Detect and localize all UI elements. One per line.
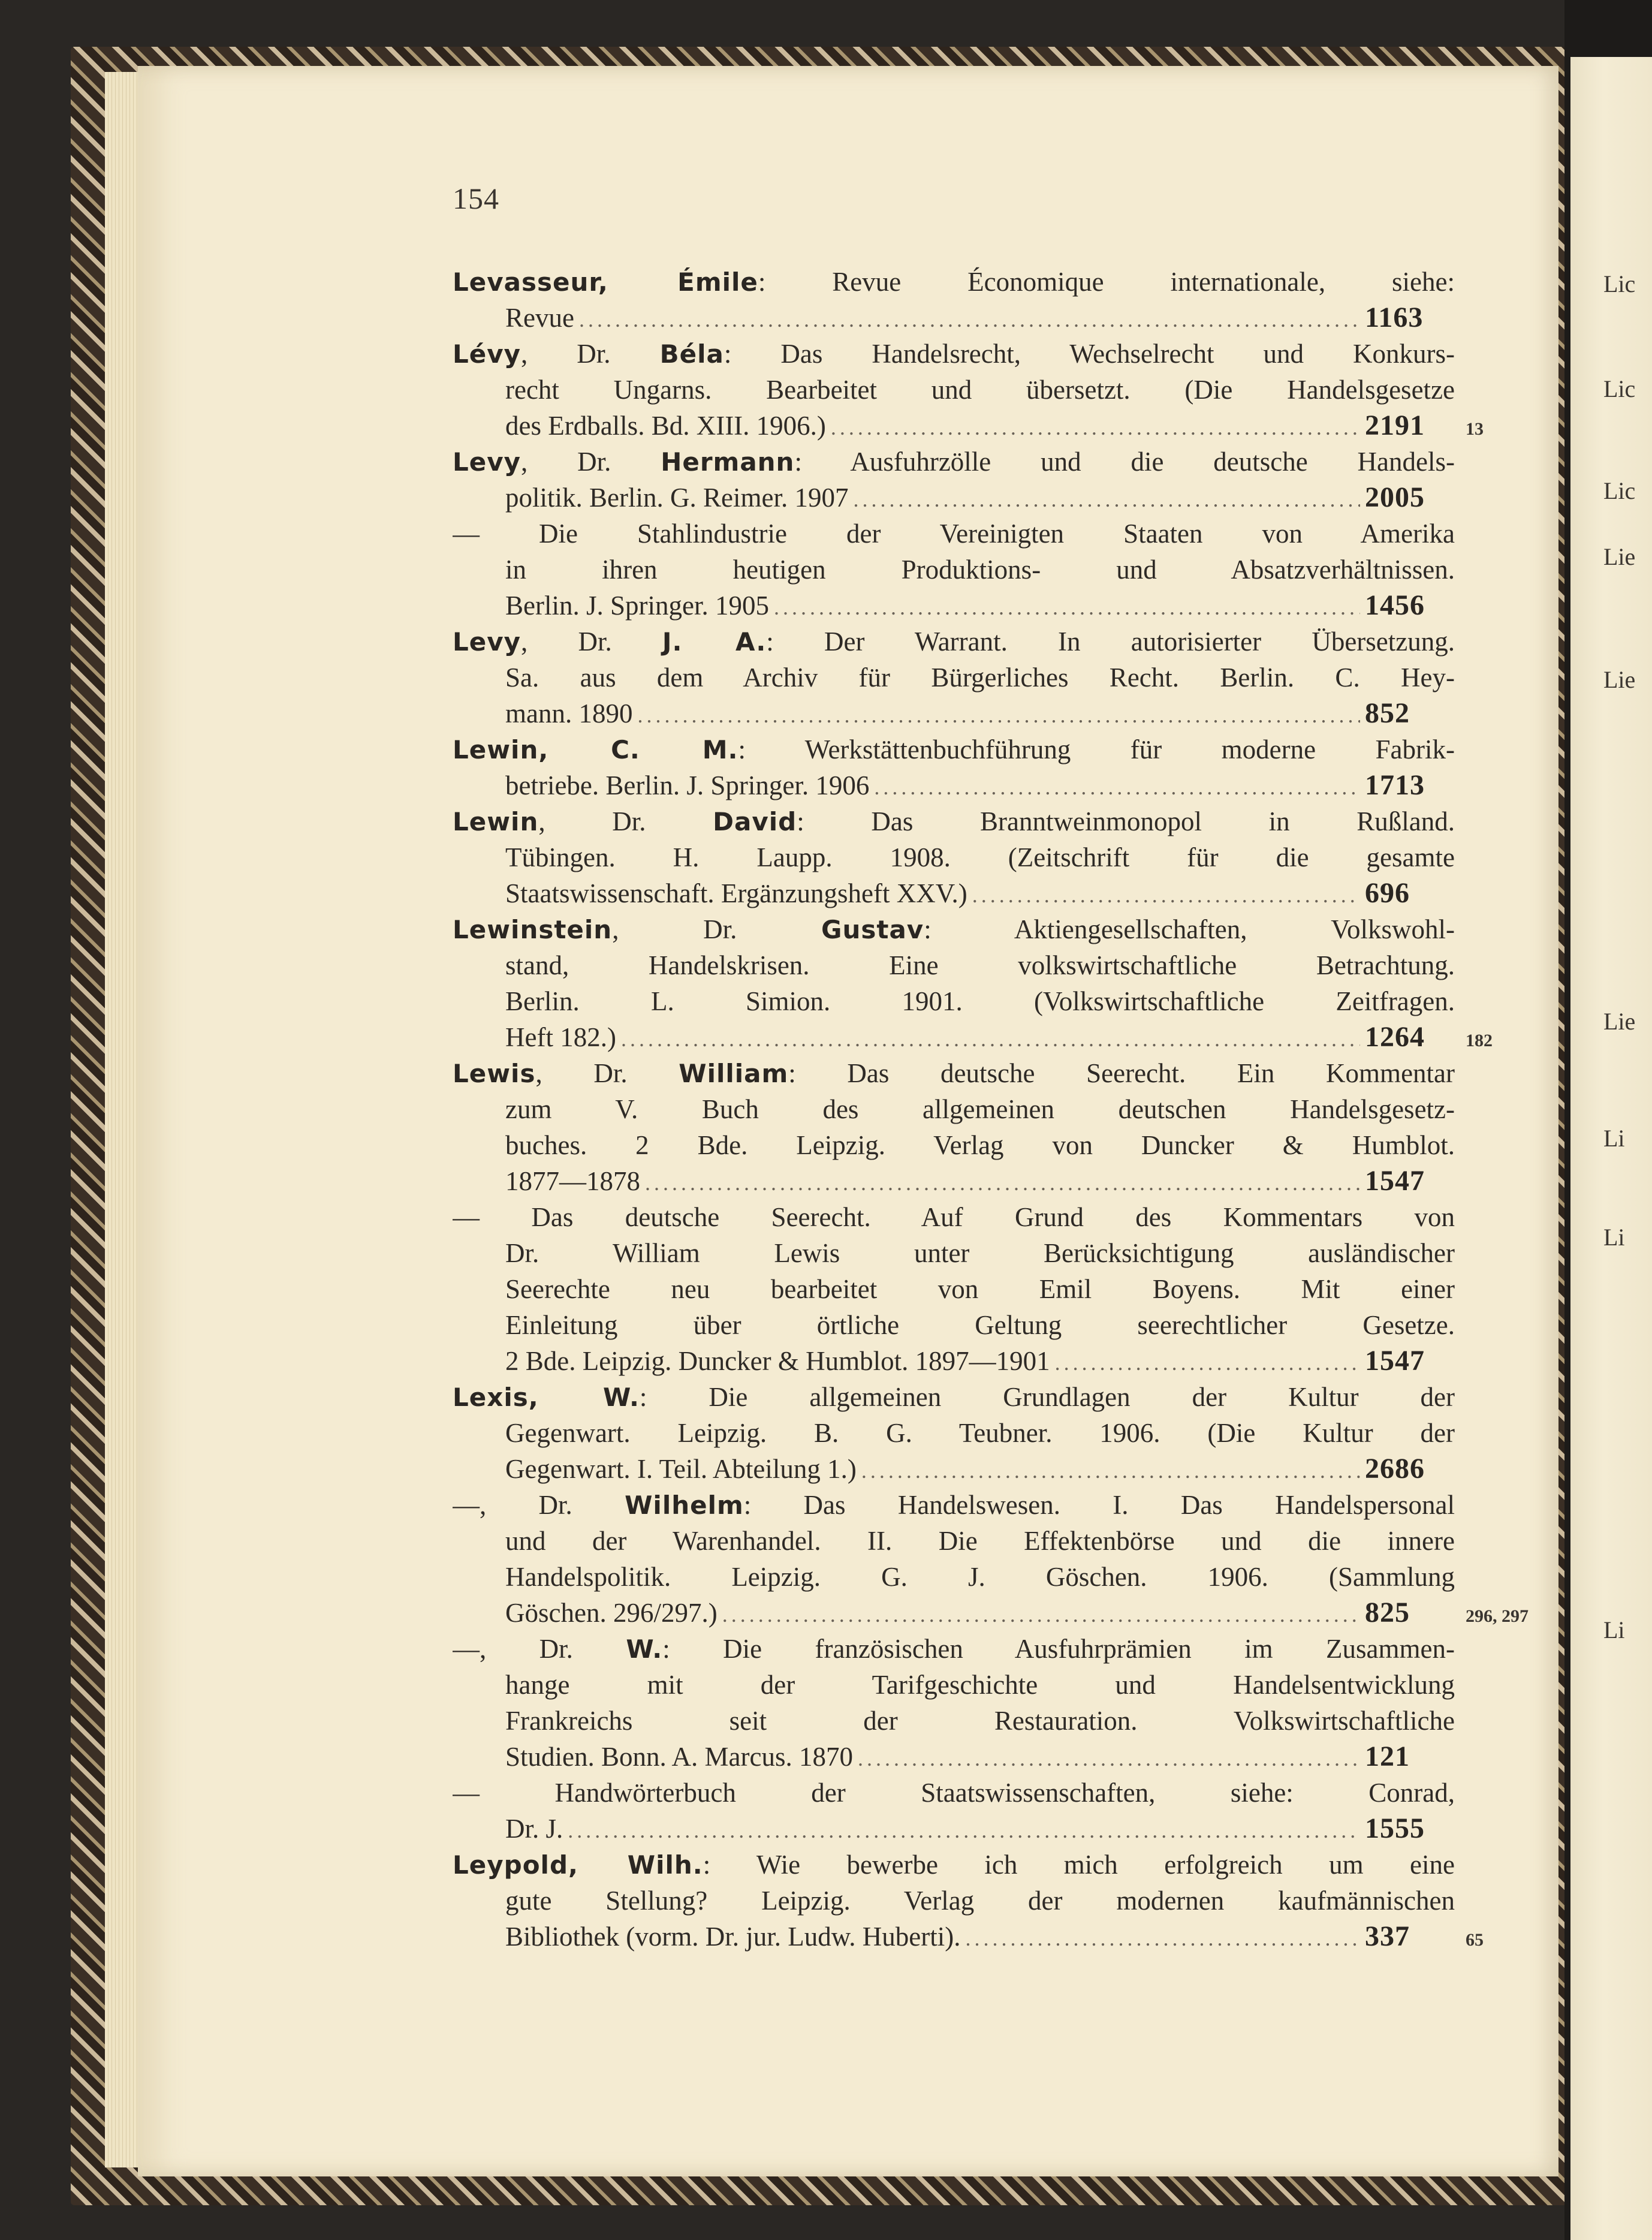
entry-line bbox=[453, 1343, 1455, 1379]
entry-text: politik. Berlin. G. Reimer. 1907 bbox=[505, 483, 849, 513]
entry-text: —, Dr. bbox=[453, 1490, 625, 1520]
line-text bbox=[505, 1415, 1455, 1451]
line-text bbox=[453, 1199, 1455, 1235]
entry-text: Seerechte neu bearbeitet von Emil Boyens. Mit einer bbox=[505, 1274, 1455, 1304]
entry-text: stand, Handelskrisen. Eine volkswirtschaftliche Betrachtung. bbox=[505, 950, 1455, 980]
entry-text: Gegenwart. I. Teil. Abteilung 1.) bbox=[505, 1454, 857, 1484]
line-text bbox=[505, 1883, 1455, 1919]
entry-line bbox=[453, 1271, 1455, 1307]
entry-line bbox=[453, 1487, 1455, 1523]
entry-line bbox=[453, 1019, 1493, 1055]
author-name: Lévy bbox=[453, 339, 521, 369]
line-text bbox=[505, 839, 1455, 875]
entry-text: : Das deutsche Seerecht. Ein Kommentar bbox=[788, 1058, 1455, 1088]
entry-line bbox=[453, 372, 1455, 408]
leader-dots bbox=[966, 1920, 1361, 1956]
author-given-name: Béla bbox=[659, 339, 724, 369]
entry-line bbox=[453, 731, 1455, 767]
entry-text: Berlin. J. Springer. 1905 bbox=[505, 591, 769, 621]
entry-line bbox=[453, 624, 1455, 660]
entry-line bbox=[453, 516, 1455, 552]
catalog-number: 2191 bbox=[1365, 410, 1425, 441]
entry-text: , Dr. bbox=[538, 806, 713, 836]
entry-line bbox=[453, 839, 1455, 875]
line-text bbox=[505, 1919, 961, 1955]
entry-line bbox=[453, 1163, 1455, 1199]
entry-text: mann. 1890 bbox=[505, 699, 633, 728]
line-text bbox=[505, 1127, 1455, 1163]
entry-text: : Das Handelswesen. I. Das Handelspersonal bbox=[743, 1490, 1455, 1520]
bibliography-entries bbox=[453, 264, 1529, 1955]
line-text bbox=[505, 480, 848, 516]
line-text bbox=[505, 1811, 563, 1847]
bibliography-entry bbox=[453, 1055, 1455, 1199]
entry-text: 2 Bde. Leipzig. Duncker & Humblot. 1897—1901 bbox=[505, 1346, 1050, 1376]
line-text bbox=[453, 1379, 1455, 1415]
bibliography-entry bbox=[453, 336, 1484, 444]
entry-line bbox=[453, 1379, 1455, 1415]
entry-text: recht Ungarns. Bearbeitet und übersetzt. (Die Handelsgesetze bbox=[505, 375, 1455, 405]
line-text bbox=[505, 947, 1455, 983]
line-text bbox=[505, 552, 1455, 588]
author-name: Levasseur, Émile bbox=[453, 267, 758, 297]
bibliography-entry bbox=[453, 624, 1455, 731]
line-text bbox=[453, 444, 1455, 480]
catalog-number: 1713 bbox=[1365, 769, 1425, 801]
facing-page-word: Li bbox=[1603, 1125, 1625, 1152]
entry-line bbox=[453, 660, 1455, 696]
entry-line bbox=[453, 696, 1455, 731]
leader-dots bbox=[621, 1021, 1360, 1057]
entry-line bbox=[453, 1811, 1455, 1847]
entry-line bbox=[453, 300, 1455, 336]
line-text bbox=[505, 372, 1455, 408]
bibliography-entry bbox=[453, 803, 1455, 911]
catalog-number: 696 bbox=[1365, 877, 1410, 909]
entry-line bbox=[453, 1847, 1455, 1883]
entry-text: Sa. aus dem Archiv für Bürgerliches Recht. Berlin. C. Hey- bbox=[505, 663, 1455, 693]
line-text bbox=[505, 1235, 1455, 1271]
entry-line bbox=[453, 1199, 1455, 1235]
bibliography-entry bbox=[453, 1631, 1455, 1775]
entry-text: Frankreichs seit der Restauration. Volkswirtschaftliche bbox=[505, 1706, 1455, 1736]
facing-page-word: Lic bbox=[1603, 270, 1636, 297]
facing-page-word: Lie bbox=[1603, 1008, 1636, 1035]
facing-page-word: Li bbox=[1603, 1224, 1625, 1251]
catalog-subnumber: 296, 297 bbox=[1466, 1606, 1529, 1626]
entry-line bbox=[453, 947, 1455, 983]
line-text bbox=[505, 875, 967, 911]
line-text bbox=[505, 408, 826, 444]
entry-line bbox=[453, 803, 1455, 839]
entry-text: — Das deutsche Seerecht. Auf Grund des Kommentars von bbox=[453, 1202, 1455, 1232]
leader-dots bbox=[579, 302, 1360, 336]
line-text bbox=[505, 1703, 1455, 1739]
entry-text: Dr. J. bbox=[505, 1814, 563, 1844]
catalog-number: 852 bbox=[1365, 697, 1410, 729]
author-given-name: William bbox=[679, 1059, 789, 1088]
entry-line bbox=[453, 588, 1455, 624]
bibliography-entry bbox=[453, 516, 1455, 624]
author-name: Leypold, Wilh. bbox=[453, 1850, 703, 1880]
entry-line bbox=[453, 1919, 1484, 1955]
line-text bbox=[453, 803, 1455, 839]
entry-text: Studien. Bonn. A. Marcus. 1870 bbox=[505, 1742, 853, 1772]
entry-text: gute Stellung? Leipzig. Verlag der modernen kaufmännischen bbox=[505, 1886, 1455, 1916]
entry-text: hange mit der Tarifgeschichte und Handelsentwicklung bbox=[505, 1670, 1455, 1700]
entry-line bbox=[453, 1667, 1455, 1703]
bibliography-entry bbox=[453, 1199, 1455, 1379]
bibliography-entry bbox=[453, 444, 1455, 516]
entry-text: : Das Handelsrecht, Wechselrecht und Konkurs- bbox=[723, 339, 1455, 369]
line-text bbox=[505, 1271, 1455, 1307]
leader-dots bbox=[853, 481, 1360, 516]
entry-text: : Die allgemeinen Grundlagen der Kultur der bbox=[639, 1382, 1455, 1412]
leader-dots bbox=[972, 877, 1360, 911]
entry-line bbox=[453, 1307, 1455, 1343]
leader-dots bbox=[858, 1741, 1360, 1775]
leader-dots bbox=[568, 1813, 1360, 1847]
catalog-number: 825 bbox=[1365, 1597, 1410, 1628]
entry-line bbox=[453, 1451, 1455, 1487]
entry-text: : Die französischen Ausfuhrprämien im Zusammen- bbox=[662, 1634, 1455, 1664]
line-text bbox=[453, 516, 1455, 552]
bibliography-entry bbox=[453, 1775, 1455, 1847]
line-text bbox=[505, 1451, 857, 1487]
entry-text: , Dr. bbox=[521, 627, 662, 657]
catalog-subnumber: 65 bbox=[1466, 1930, 1484, 1950]
entry-line bbox=[453, 1559, 1455, 1595]
entry-line bbox=[453, 408, 1484, 444]
entry-line bbox=[453, 1127, 1455, 1163]
entry-line bbox=[453, 1703, 1455, 1739]
line-text bbox=[505, 1595, 718, 1631]
entry-text: : Ausfuhrzölle und die deutsche Handels- bbox=[794, 447, 1455, 477]
line-text bbox=[453, 1631, 1455, 1667]
line-text bbox=[505, 1559, 1455, 1595]
entry-line bbox=[453, 911, 1455, 947]
author-given-name: David bbox=[713, 807, 797, 836]
entry-text: : Revue Économique internationale, siehe: bbox=[758, 267, 1455, 297]
author-name: Levy bbox=[453, 447, 521, 477]
entry-line bbox=[453, 444, 1455, 480]
leader-dots bbox=[637, 697, 1360, 731]
bibliography-entry bbox=[453, 911, 1493, 1055]
facing-page-word: Li bbox=[1603, 1616, 1625, 1643]
entry-text: : Wie bewerbe ich mich erfolgreich um eine bbox=[703, 1850, 1455, 1880]
line-text bbox=[453, 1055, 1455, 1091]
line-text bbox=[453, 1847, 1455, 1883]
leader-dots bbox=[861, 1453, 1360, 1487]
entry-line bbox=[453, 552, 1455, 588]
catalog-number: 121 bbox=[1365, 1741, 1410, 1772]
catalog-number: 337 bbox=[1365, 1920, 1410, 1952]
bibliography-entry bbox=[453, 1379, 1455, 1487]
entry-line bbox=[453, 1631, 1455, 1667]
entry-text: — Die Stahlindustrie der Vereinigten Staaten von Amerika bbox=[453, 519, 1455, 549]
bibliography-entry bbox=[453, 264, 1455, 336]
entry-text: Dr. William Lewis unter Berücksichtigung ausländischer bbox=[505, 1238, 1455, 1268]
leader-dots bbox=[874, 769, 1360, 803]
entry-line bbox=[453, 1415, 1455, 1451]
bibliography-entry bbox=[453, 1487, 1529, 1631]
entry-text: Tübingen. H. Laupp. 1908. (Zeitschrift für die gesamte bbox=[505, 842, 1455, 872]
author-given-name: J. A. bbox=[662, 627, 767, 657]
entry-text: : Der Warrant. In autorisierter Übersetzung. bbox=[766, 627, 1455, 657]
line-text bbox=[505, 696, 632, 731]
line-text bbox=[505, 1019, 616, 1055]
catalog-number: 1456 bbox=[1365, 589, 1425, 621]
entry-text: Revue bbox=[505, 303, 574, 333]
line-text bbox=[505, 767, 869, 803]
entry-line bbox=[453, 1091, 1455, 1127]
facing-page-word: Lic bbox=[1603, 477, 1636, 504]
author-given-name: Gustav bbox=[821, 915, 924, 944]
line-text bbox=[505, 1739, 853, 1775]
entry-text: , Dr. bbox=[521, 447, 661, 477]
entry-line bbox=[453, 1883, 1455, 1919]
entry-line bbox=[453, 1595, 1529, 1631]
catalog-number: 1555 bbox=[1365, 1813, 1425, 1844]
author-name: Lexis, W. bbox=[453, 1383, 640, 1412]
author-name: Lewis bbox=[453, 1059, 536, 1088]
page-number: 154 bbox=[453, 182, 499, 215]
entry-text: , Dr. bbox=[535, 1058, 679, 1088]
author-given-name: Wilhelm bbox=[625, 1491, 744, 1520]
author-name: Levy bbox=[453, 627, 521, 657]
entry-text: buches. 2 Bde. Leipzig. Verlag von Duncker & Humblot. bbox=[505, 1130, 1455, 1160]
catalog-subnumber: 13 bbox=[1466, 419, 1484, 439]
entry-line bbox=[453, 336, 1455, 372]
line-text bbox=[505, 1307, 1455, 1343]
entry-text: Handelspolitik. Leipzig. G. J. Göschen. 1906. (Sammlung bbox=[505, 1562, 1455, 1592]
leader-dots bbox=[831, 410, 1360, 445]
line-text bbox=[505, 300, 574, 336]
entry-line bbox=[453, 480, 1455, 516]
entry-text: und der Warenhandel. II. Die Effektenbörse und die innere bbox=[505, 1526, 1455, 1556]
line-text bbox=[453, 1487, 1455, 1523]
entry-text: 1877—1878 bbox=[505, 1166, 640, 1196]
catalog-number: 2686 bbox=[1365, 1453, 1425, 1485]
entry-text: Bibliothek (vorm. Dr. jur. Ludw. Huberti). bbox=[505, 1922, 961, 1952]
leader-dots bbox=[1055, 1345, 1360, 1379]
line-text bbox=[453, 624, 1455, 660]
facing-page-word: Lie bbox=[1603, 543, 1636, 570]
catalog-number: 1547 bbox=[1365, 1345, 1425, 1377]
entry-text: —, Dr. bbox=[453, 1634, 626, 1664]
line-text bbox=[505, 1163, 640, 1199]
author-name: Lewinstein bbox=[453, 915, 613, 944]
line-text bbox=[505, 983, 1455, 1019]
line-text bbox=[505, 1667, 1455, 1703]
entry-line bbox=[453, 1055, 1455, 1091]
catalog-number: 1264 bbox=[1365, 1021, 1425, 1053]
entry-line bbox=[453, 264, 1455, 300]
entry-text: des Erdballs. Bd. XIII. 1906.) bbox=[505, 411, 826, 441]
author-name: Lewin bbox=[453, 807, 539, 836]
entry-text: Einleitung über örtliche Geltung seerechtlicher Gesetze. bbox=[505, 1310, 1455, 1340]
entry-line bbox=[453, 875, 1455, 911]
entry-text: Heft 182.) bbox=[505, 1022, 616, 1052]
line-text bbox=[453, 731, 1455, 767]
leader-dots bbox=[722, 1597, 1360, 1633]
entry-line bbox=[453, 767, 1455, 803]
entry-line bbox=[453, 983, 1455, 1019]
entry-text: Gegenwart. Leipzig. B. G. Teubner. 1906. (Die Kultur der bbox=[505, 1418, 1455, 1448]
entry-text: — Handwörterbuch der Staatswissenschaften, siehe: Conrad, bbox=[453, 1778, 1455, 1808]
line-text bbox=[505, 1091, 1455, 1127]
entry-text: : Aktiengesellschaften, Volkswohl- bbox=[924, 914, 1455, 944]
entry-line bbox=[453, 1235, 1455, 1271]
entry-text: , Dr. bbox=[521, 339, 660, 369]
author-name: Lewin, C. M. bbox=[453, 735, 738, 764]
catalog-number: 2005 bbox=[1365, 481, 1425, 513]
entry-line bbox=[453, 1775, 1455, 1811]
line-text bbox=[505, 1523, 1455, 1559]
entry-text: betriebe. Berlin. J. Springer. 1906 bbox=[505, 770, 870, 800]
line-text bbox=[453, 1775, 1455, 1811]
line-text bbox=[453, 264, 1455, 300]
bibliography-entry bbox=[453, 1847, 1484, 1955]
catalog-subnumber: 182 bbox=[1466, 1031, 1493, 1050]
line-text bbox=[505, 660, 1455, 696]
catalog-number: 1163 bbox=[1365, 302, 1424, 333]
entry-line bbox=[453, 1523, 1455, 1559]
line-text bbox=[505, 588, 769, 624]
entry-text: Göschen. 296/297.) bbox=[505, 1598, 718, 1628]
facing-page-word: Lic bbox=[1603, 375, 1636, 402]
line-text bbox=[505, 1343, 1050, 1379]
author-given-name: W. bbox=[626, 1634, 663, 1664]
entry-text: : Werkstättenbuchführung für moderne Fabrik- bbox=[738, 734, 1455, 764]
entry-text: in ihren heutigen Produktions- und Absatzverhältnissen. bbox=[505, 555, 1455, 585]
catalog-number: 1547 bbox=[1365, 1165, 1425, 1197]
entry-text: zum V. Buch des allgemeinen deutschen Handelsgesetz- bbox=[505, 1094, 1455, 1124]
line-text bbox=[453, 336, 1455, 372]
entry-text: Staatswissenschaft. Ergänzungsheft XXV.) bbox=[505, 878, 967, 908]
entry-text: , Dr. bbox=[612, 914, 822, 944]
entry-line bbox=[453, 1739, 1455, 1775]
leader-dots bbox=[774, 589, 1360, 624]
author-given-name: Hermann bbox=[661, 447, 795, 477]
entry-text: : Das Branntweinmonopol in Rußland. bbox=[797, 806, 1455, 836]
entry-text: Berlin. L. Simion. 1901. (Volkswirtschaftliche Zeitfragen. bbox=[505, 986, 1455, 1016]
facing-page-word: Lie bbox=[1603, 666, 1636, 693]
leader-dots bbox=[645, 1165, 1360, 1199]
bibliography-entry bbox=[453, 731, 1455, 803]
line-text bbox=[453, 911, 1455, 947]
